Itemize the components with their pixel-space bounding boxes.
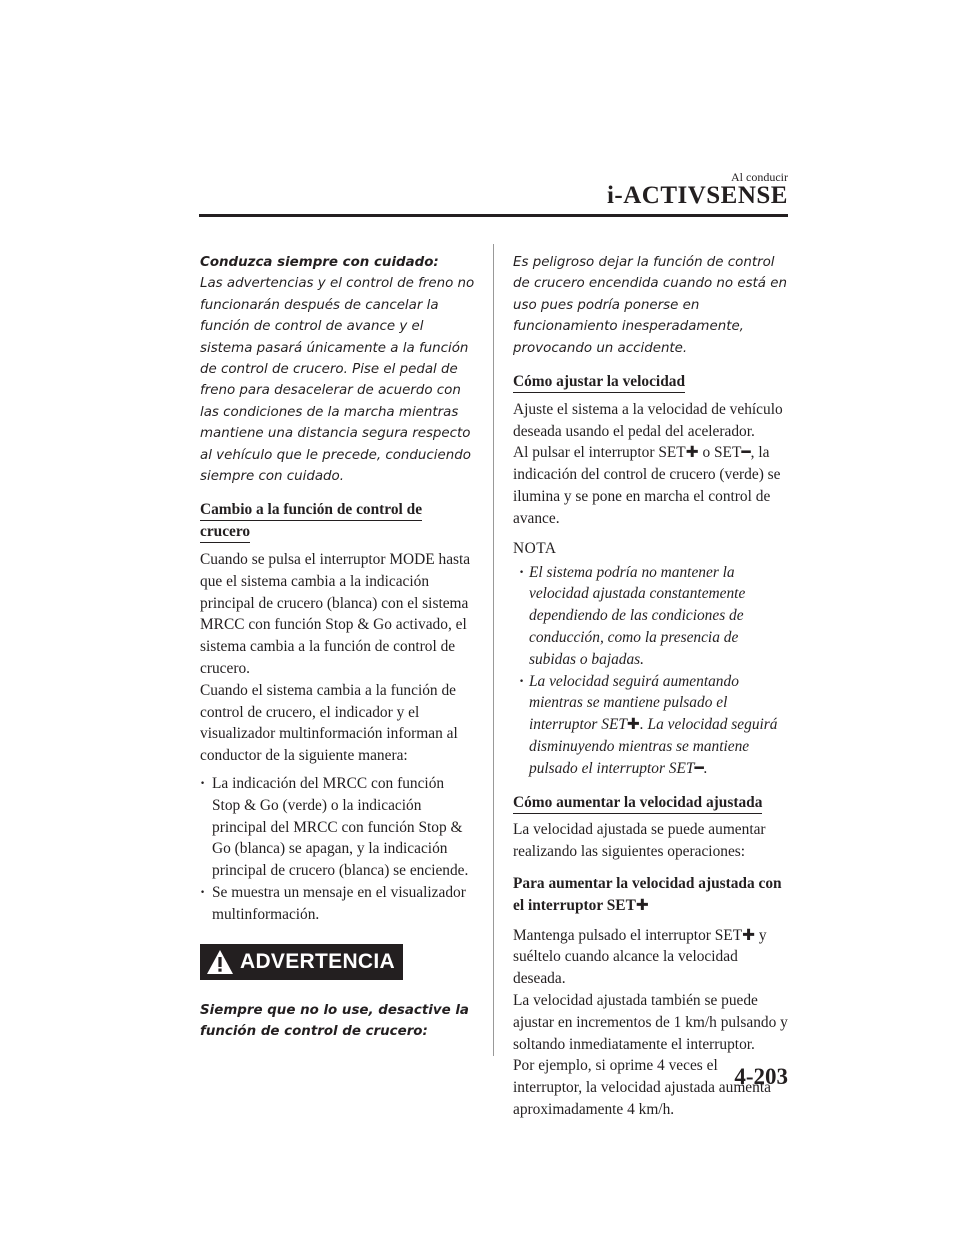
page-number: 4-203 — [734, 1064, 788, 1089]
list-item: · Se muestra un mensaje en el visualizador multinformación. — [200, 882, 476, 926]
paragraph: La velocidad ajustada también se puede ajustar en incrementos de 1 km/h pulsando y soltando inmediatamente el interruptor. — [513, 991, 788, 1053]
note-label: NOTA — [513, 539, 557, 557]
paragraph — [513, 442, 789, 529]
list-item — [519, 671, 789, 780]
section-heading-line2: crucero — [200, 523, 250, 543]
text-run: . — [703, 759, 708, 777]
list-item: · La indicación del MRCC con función Stop & Go (verde) o la indicación principal del MRCC con función Stop & Go (blanca) se apagan, y la indicación principal de crucero (blanca) se enciende. — [200, 773, 476, 882]
plus-icon: ✚ — [742, 925, 755, 944]
note-list — [519, 562, 789, 780]
text-run: Al pulsar el interruptor SET — [513, 444, 686, 462]
section-heading-line1: Cambio a la función de control de — [200, 501, 422, 521]
intro-heading: Conduzca siempre con cuidado: — [200, 255, 439, 270]
intro-body: Las advertencias y el control de freno no funcionarán después de cancelar la función de control de avance y el sistema pasará únicamente a la función de control de crucero. Pise el pedal de freno para desacelerar de acuerdo con las condiciones de la marcha mientras mantiene una distancia segura respecto al vehículo que le precede, conduciendo siempre con cuidado. — [200, 276, 475, 485]
bullet-list — [200, 773, 476, 926]
section-heading-text: Cómo ajustar la velocidad — [513, 373, 685, 393]
list-item: · El sistema podría no mantener la velocidad ajustada constantemente dependiendo de las condiciones de conducción, como la presencia de subidas o bajadas. — [519, 562, 789, 671]
paragraph: Cuando el sistema cambia a la función de control de crucero, el indicador y el visualizador multinformación informan al conductor de la siguiente manera: — [200, 681, 458, 765]
minus-icon: ━ — [741, 443, 751, 462]
text-run: Para aumentar la velocidad ajustada con el interruptor SET — [513, 874, 782, 914]
plus-icon: ✚ — [626, 715, 640, 734]
text-run: . La velocidad seguirá disminuyendo mientras se mantiene pulsado el interruptor SET — [529, 716, 778, 777]
warning-badge — [200, 944, 403, 980]
section-heading-set-speed — [513, 371, 789, 393]
paragraph: Por ejemplo, si oprime 4 veces el interruptor, la velocidad ajustada aumenta aproximadamente 4 km/h. — [513, 1057, 771, 1118]
section-heading-increase-speed — [513, 792, 789, 814]
right-column — [513, 252, 789, 1121]
paragraph — [513, 925, 789, 990]
section-heading-text: Cómo aumentar la velocidad ajustada — [513, 794, 762, 814]
section-title-header: i-ACTIVSENSE — [606, 182, 788, 209]
subsection-heading — [513, 873, 789, 917]
header-divider — [199, 214, 788, 217]
paragraph: La velocidad ajustada se puede aumentar realizando las siguientes operaciones: — [513, 821, 766, 861]
section-heading-cruise-switch — [200, 499, 476, 543]
text-run: Mantenga pulsado el interruptor SET — [513, 926, 743, 944]
warning-label: ADVERTENCIA — [240, 949, 395, 973]
chapter-title: Al conducir — [731, 170, 788, 184]
warning-icon — [206, 949, 234, 975]
text-run: y suéltelo cuando alcance la velocidad deseada. — [513, 926, 767, 988]
minus-icon: ━ — [694, 758, 704, 777]
warning-continued: Es peligroso dejar la función de control de crucero encendida cuando no está en uso pues podría ponerse en funcionamiento inesperadamente, provocando un accidente. — [513, 255, 787, 356]
left-column — [200, 252, 476, 1042]
paragraph: Cuando se pulsa el interruptor MODE hasta que el sistema cambia a la indicación principal de crucero (blanca) con el sistema MRCC con función Stop & Go activado, el sistema cambia a la función de control de crucero. — [200, 551, 471, 678]
text-run: , la indicación del control de crucero (verde) se ilumina y se pone en marcha el control de avance. — [513, 444, 781, 527]
column-divider — [493, 244, 494, 1056]
text-run: La velocidad seguirá aumentando mientras se mantiene pulsado el interruptor SET — [529, 672, 739, 734]
text-run: o SET — [698, 444, 742, 462]
paragraph: Ajuste el sistema a la velocidad de vehículo deseada usando el pedal del acelerador. — [513, 400, 783, 440]
plus-icon: ✚ — [635, 895, 649, 914]
warning-text: Siempre que no lo use, desactive la función de control de crucero: — [200, 1002, 469, 1040]
plus-icon: ✚ — [685, 443, 699, 462]
